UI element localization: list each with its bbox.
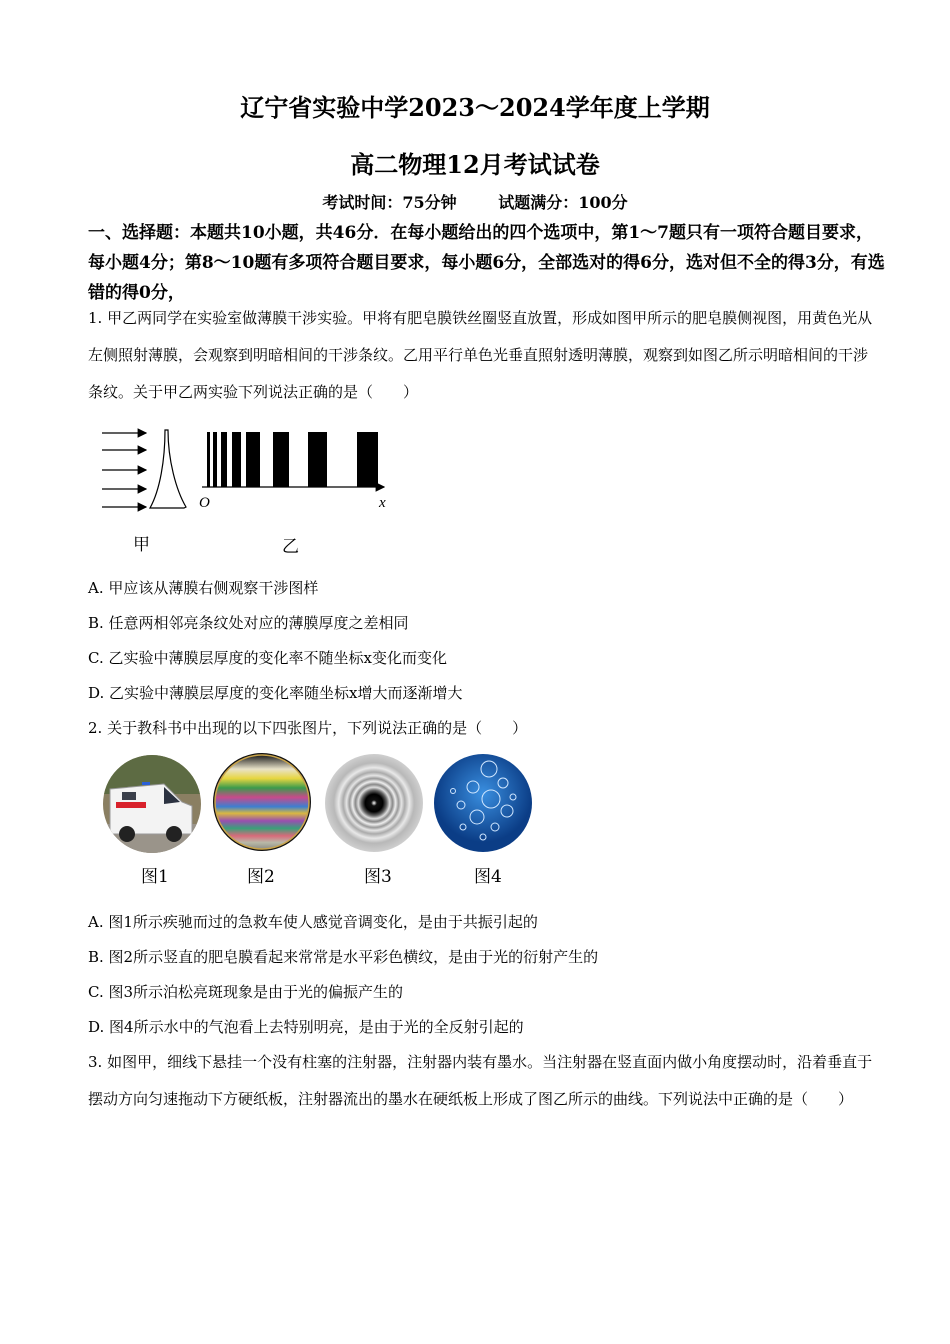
exam-meta (0, 190, 950, 213)
q2-option-d: D. 图4所示水中的气泡看上去特别明亮，是由于光的全反射引起的 (88, 1018, 524, 1036)
q2-stem: 2. 关于教科书中出现的以下四张图片，下列说法正确的是（ ） (88, 719, 528, 737)
q1-option-a: A. 甲应该从薄膜右侧观察干涉图样 (88, 579, 319, 597)
soap-film-profile (150, 430, 186, 508)
q2-option-b: B. 图2所示竖直的肥皂膜看起来常常是水平彩色横纹，是由于光的衍射产生的 (88, 948, 599, 966)
q2-figure-2-soap-film (212, 752, 312, 852)
q2-figure-3-poisson-spot (324, 753, 424, 853)
q2-fig-label-4: 图4 (474, 867, 502, 887)
q1-fig-label-jia: 甲 (133, 535, 150, 555)
q1-option-b: B. 任意两相邻亮条纹处对应的薄膜厚度之差相同 (88, 614, 409, 632)
q1-option-d: D. 乙实验中薄膜层厚度的变化率随坐标x增大而逐渐增大 (88, 684, 463, 702)
q2-figure-4-bubbles (433, 753, 533, 853)
exam-title-line1: 辽宁省实验中学2023～2024学年度上学期 (240, 93, 710, 122)
exam-time: 考试时间：75分钟 (322, 193, 457, 212)
q2-fig-label-3: 图3 (364, 867, 392, 887)
q1-figure-yi (196, 425, 396, 515)
section1-instructions: 一、选择题：本题共10小题，共46分．在每小题给出的四个选项中，第1～7题只有一项符合题目要求，每小题4分；第8～10题有多项符合题目要求，每小题6分，全部选对的得6分，选对但不全的得3分，有选错的得0分， (88, 223, 885, 303)
axis-x-label: x (379, 495, 386, 511)
light-arrows (102, 433, 146, 507)
q2-fig-label-1: 图1 (141, 867, 169, 887)
q2-option-a: A. 图1所示疾驰而过的急救车使人感觉音调变化，是由于共振引起的 (88, 913, 538, 931)
q2-figure-1-ambulance (102, 754, 202, 854)
q3-stem: 3. 如图甲，细线下悬挂一个没有柱塞的注射器，注射器内装有墨水。当注射器在竖直面内做小角度摆动时，沿着垂直于摆动方向匀速拖动下方硬纸板，注射器流出的墨水在硬纸板上形成了图乙所示的曲线。下列说法中正确的是（ ） (88, 1053, 873, 1108)
axis-origin-label: O (199, 495, 210, 511)
q2-option-c: C. 图3所示泊松亮斑现象是由于光的偏振产生的 (88, 983, 404, 1001)
exam-title-line2: 高二物理12月考试试卷 (350, 150, 600, 179)
q1-option-c: C. 乙实验中薄膜层厚度的变化率不随坐标x变化而变化 (88, 649, 447, 667)
full-score: 试题满分：100分 (498, 193, 628, 212)
interference-fringes (207, 432, 378, 487)
q1-fig-label-yi: 乙 (282, 537, 299, 557)
q1-stem: 1. 甲乙两同学在实验室做薄膜干涉实验。甲将有肥皂膜铁丝圈竖直放置，形成如图甲所示的肥皂膜侧视图，用黄色光从左侧照射薄膜，会观察到明暗相间的干涉条纹。乙用平行单色光垂直照射透明薄膜，观察到如图乙所示明暗相间的干涉条纹。关于甲乙两实验下列说法正确的是（ ） (88, 309, 873, 401)
q1-figure-jia (98, 425, 198, 525)
q2-fig-label-2: 图2 (247, 867, 275, 887)
